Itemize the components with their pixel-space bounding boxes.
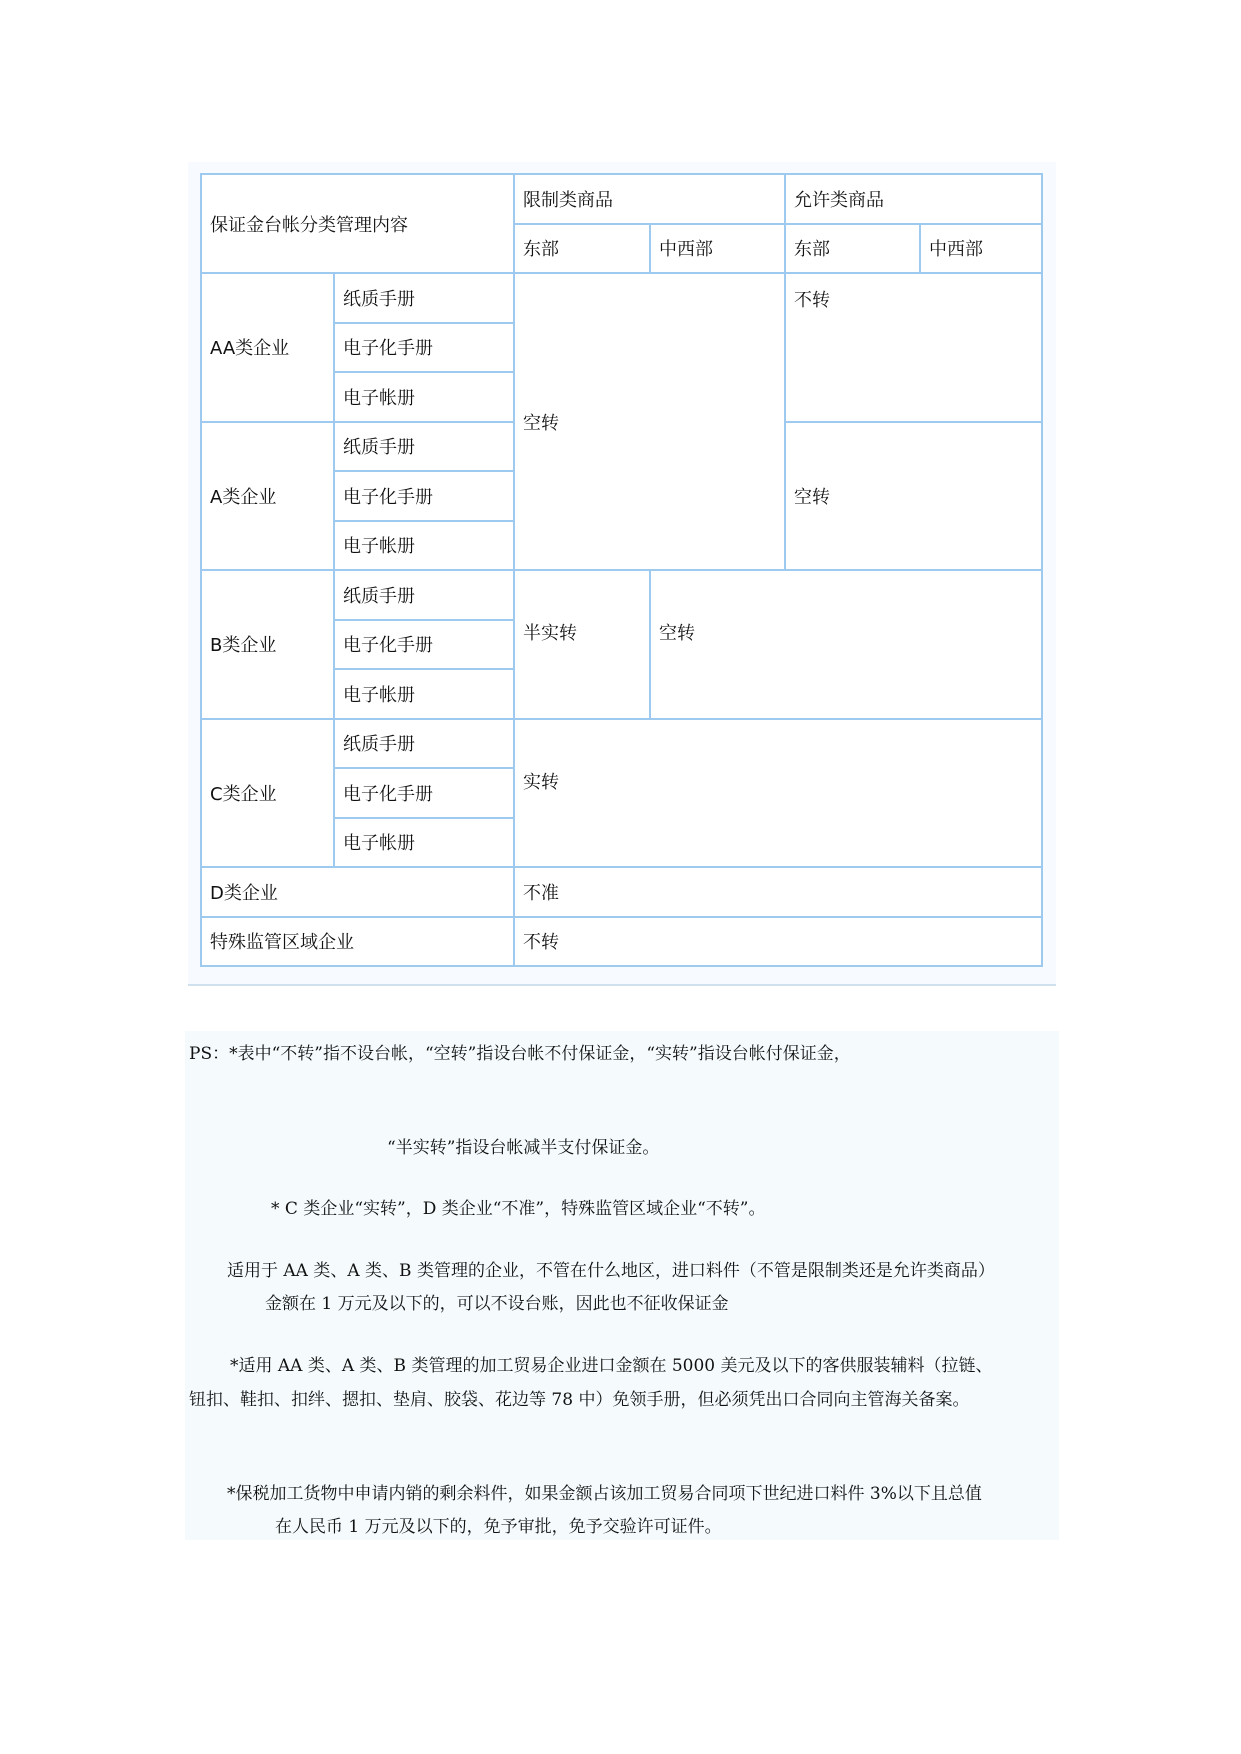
handbook-electronic: 电子化手册: [334, 768, 514, 818]
note-line: 在人民币 1 万元及以下的，免予审批，免予交验许可证件。: [275, 1517, 722, 1537]
note-line: 钮扣、鞋扣、扣绊、摁扣、垫肩、胶袋、花边等 78 中）免领手册，但必须凭出口合同向主管海关备案。: [189, 1390, 970, 1410]
note-line: PS：*表中“不转”指不设台帐，“空转”指设台帐不付保证金，“实转”指设台帐付保证金，: [189, 1044, 851, 1064]
header-restricted-midwest: 中西部: [650, 224, 785, 274]
cell-permitted-a: 空转: [785, 422, 1042, 571]
cell-b-other: 空转: [650, 570, 1042, 719]
cell-special-zone-all: 不转: [514, 917, 1042, 967]
cell-c-all: 实转: [514, 719, 1042, 868]
cell-restricted-aa-a: 空转: [514, 273, 785, 570]
handbook-paper: 纸质手册: [334, 719, 514, 769]
note-line: *保税加工货物中申请内销的剩余料件，如果金额占该加工贸易合同项下世纪进口料件 3%以下且总值: [227, 1484, 982, 1504]
handbook-electronic: 电子化手册: [334, 620, 514, 670]
row-label-c: C类企业: [201, 719, 334, 868]
handbook-electronic: 电子化手册: [334, 323, 514, 373]
header-permitted-east: 东部: [785, 224, 920, 274]
classification-table-panel: [188, 162, 1056, 986]
cell-b-restricted-east: 半实转: [514, 570, 650, 719]
row-label-a: A类企业: [201, 422, 334, 571]
handbook-e-ledger: 电子帐册: [334, 521, 514, 571]
row-label-aa: AA类企业: [201, 273, 334, 422]
note-line: * C 类企业“实转”，D 类企业“不准”，特殊监管区域企业“不转”。: [271, 1199, 766, 1219]
note-line: 金额在 1 万元及以下的，可以不设台账，因此也不征收保证金: [265, 1294, 729, 1314]
header-restricted-goods: 限制类商品: [514, 174, 785, 224]
header-category: 保证金台帐分类管理内容: [201, 174, 514, 273]
deposit-ledger-table: [200, 173, 1043, 967]
row-label-d: D类企业: [201, 867, 514, 917]
notes-panel: [185, 1031, 1059, 1540]
row-label-b: B类企业: [201, 570, 334, 719]
handbook-paper: 纸质手册: [334, 273, 514, 323]
cell-d-all: 不准: [514, 867, 1042, 917]
handbook-paper: 纸质手册: [334, 422, 514, 472]
row-label-special-zone: 特殊监管区域企业: [201, 917, 514, 967]
handbook-e-ledger: 电子帐册: [334, 669, 514, 719]
header-permitted-goods: 允许类商品: [785, 174, 1042, 224]
handbook-electronic: 电子化手册: [334, 471, 514, 521]
note-line: “半实转”指设台帐减半支付保证金。: [387, 1138, 660, 1158]
header-permitted-midwest: 中西部: [920, 224, 1042, 274]
handbook-e-ledger: 电子帐册: [334, 818, 514, 868]
cell-permitted-aa: 不转: [785, 273, 1042, 422]
handbook-e-ledger: 电子帐册: [334, 372, 514, 422]
note-line: *适用 AA 类、A 类、B 类管理的加工贸易企业进口金额在 5000 美元及以下的客供服装辅料（拉链、: [230, 1356, 993, 1376]
header-restricted-east: 东部: [514, 224, 650, 274]
note-line: 适用于 AA 类、A 类、B 类管理的企业，不管在什么地区，进口料件（不管是限制类还是允许类商品）: [227, 1261, 995, 1281]
handbook-paper: 纸质手册: [334, 570, 514, 620]
